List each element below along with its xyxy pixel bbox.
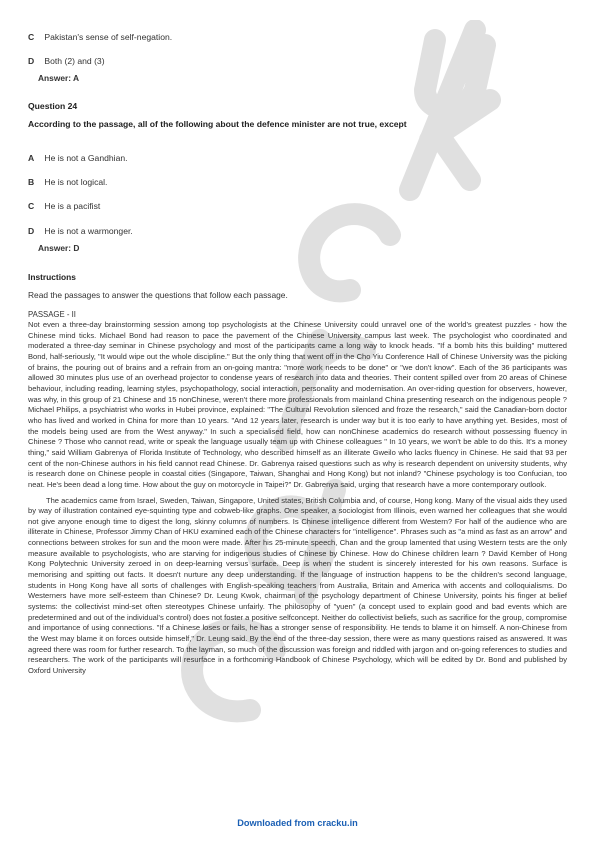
option-c-prev[interactable] [28, 32, 172, 42]
option-letter: D [28, 56, 35, 66]
download-link[interactable]: Downloaded from cracku.in [237, 818, 358, 828]
option-letter: C [28, 201, 35, 211]
option-letter: A [28, 153, 35, 163]
passage-body [28, 320, 567, 677]
option-b[interactable] [28, 177, 107, 187]
instructions-text: Read the passages to answer the questions that follow each passage. [28, 290, 288, 300]
option-text: He is not logical. [44, 177, 108, 187]
passage-label: PASSAGE - II [28, 310, 76, 319]
question-text: According to the passage, all of the following about the defence minister are not true, except [28, 119, 407, 129]
passage-paragraph-1: Not even a three-day brainstorming session among top psychologists at the Chinese University could unravel one of the world's greatest puzzles - how the Chinese mind ticks. Michael Bond had reason to pace the pavement of the Chinese University campus last week. The psychologist who coordinated and moderated a three-day seminar in Chinese psychology and most of the participants came a long way to knock heads. "If a bomb hits this building" muttered Bond, half-seriously, "It would wipe out the whole discipline." But the only thing that went off in the Cho Yiu Conference Hall of Chinese University was the picking of brains, the pouring out of brains and a refrain from an on-going mantra: "more work needs to be done" or "we don't know". Each of the 36 participants was allowed 30 minutes plus use of an overhead projector to condense years of research into data and theories. Their content spilled over from 20 areas of Chinese behaviour, including reading, learning styles, psychopathology, social interaction, personality and modernisation. An over-riding question for observers, however, was why, in this group of 21 Chinese and 15 nonChinese, weren't there more professionals from mainland China presenting research on the indigenous people ? Michael Philips, a psychiatrist who works in Hubei province, explained: "The Cultural Revolution silenced and froze the research," said the Canadian-born doctor who has lived and worked in China for more than 10 years. "And 12 years later, research is under way but it is too early to have anything yet. Besides, most of the models being used are from the West anyway." In such a specialised field, how can nonChinese academics do research without possessing fluency in Chinese ? Those who cannot read, write or speak the language usually team up with Chinese colleagues " In 10 years, we won't be able to do this. It's a money thing," said William Gabrenya of Florida Institute of Technology, who described himself as an illiterate Gweilo who lacks fluency in Chinese. He said that 93 per cent of the non-Chinese authors in his field cannot read Chinese. Dr. Gabrenya raised questions such as why is research dependent on university students, why is research done on Chinese people in coastal cities (Singapore, Taiwan, Shanghai and Hong Kong) but not inland? "Chinese psychology is too Confucian, too neat. He's been dead a long time. How about the guy on motorcycle in Taipei?" Dr. Gabrenya said, urging that research have a more contemporary outlook. [28, 320, 567, 489]
option-text: Pakistan's sense of self-negation. [44, 32, 173, 42]
option-letter: D [28, 226, 35, 236]
option-text: Both (2) and (3) [44, 56, 105, 66]
option-letter: B [28, 177, 35, 187]
option-c[interactable] [28, 201, 100, 211]
option-text: He is a pacifist [44, 201, 101, 211]
instructions-title: Instructions [28, 272, 76, 282]
option-text: He is not a Gandhian. [44, 153, 128, 163]
option-d[interactable] [28, 226, 133, 236]
option-d-prev[interactable] [28, 56, 105, 66]
question-title: Question 24 [28, 101, 78, 111]
option-letter: C [28, 32, 35, 42]
option-text: He is not a warmonger. [44, 226, 133, 236]
answer-prev: Answer: A [38, 73, 80, 83]
option-a[interactable] [28, 153, 128, 163]
answer: Answer: D [38, 243, 80, 253]
passage-paragraph-2: The academics came from Israel, Sweden, Taiwan, Singapore, United states, British Columbia and, of course, Hong kong. Many of the visual aids they used by way of illustration contained eye-squinting type and cobweb-like graphs. One speaker, a sociologist from Illinois, even warned her colleagues that she would not give anyone enough time to digest the long, skinny columns of numbers. Is Chinese intelligence different from Western? For half of the audience who are illiterate in Chinese, Professor Jimmy Chan of HKU examined each of the Chinese characters for "intelligence". Phrases such as "a mind as fast as an arrow" and connections between strokes for sun and the moon were made. After his 25-minute speech, Chan and the group lamented that using Western tests are the only measure available to psychologists, who are starving for indigenous studies of Chinese by Chinese. How do Chinese children learn ? David Kember of Hong Kong Polytechnic University zeroed in on deep-learning versus surface. Deep is when the student is sincerely interested for his own reasons. Surface is memorising and spitting out facts. It doesn't nurture any deep understanding. If the language of instruction happens to be the children's second language, students in Hong Kong have all sorts of challenges with English-speaking teachers from Australia, Britain and America with accents and colloquialisms. Do Westerners have more self-esteem than Chinese? Dr. Leung Kwok, chairman of the psychology department of Chinese University, points his finger at belief systems: the collectivist mind-set often stereotypes Chinese unfairly. The philosophy of "yuen" (a concept used to explain good and bad events which are predetermined and out of the individual's control) does not foster a positive selfconcept. Neither do collectivist beliefs, such as sacrifice for the group, compromise and importance of using connections. "If a Chinese loses or fails, he has a stronger sense of responsibility. He tends to blame it on himself. A non-Chinese from the West may blame it on forces outside himself," Dr. Leung said. By the end of the three-day session, there were as many questions raised as answered. It was agreed there was room for further research. To the layman, so much of the discussion was foreign and riddled with jargon and on-going references to studies and researchers. The work of the participants will resurface in a forthcoming Handbook of Chinese Psychology, which will be edited by Dr. Bond and published by Oxford University [28, 495, 567, 675]
